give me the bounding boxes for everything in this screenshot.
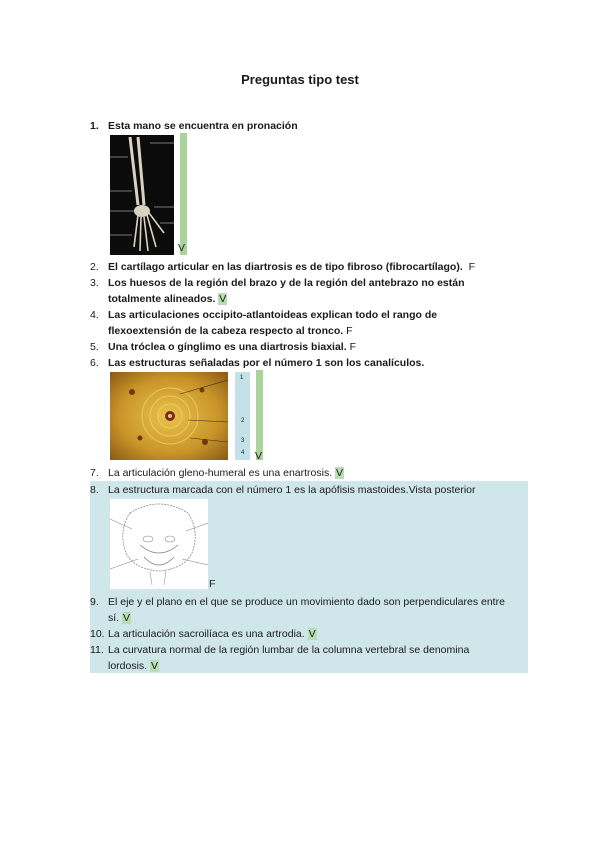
question-text: Los huesos de la región del brazo y de la región del antebrazo no están totalmente alineados. (108, 277, 465, 305)
question-number: 10. (90, 628, 105, 640)
question-7 (90, 465, 530, 481)
answer-badge: F (468, 261, 476, 273)
answer-badge: F (346, 325, 353, 337)
hand-skeleton-icon (110, 135, 174, 255)
question-2 (90, 259, 530, 275)
question-number: 1. (90, 120, 99, 132)
question-number: 9. (90, 596, 99, 608)
answer-q6: V (255, 450, 263, 462)
answer-badge: V (336, 467, 344, 479)
question-text: Esta mano se encuentra en pronación (108, 120, 298, 132)
question-11 (90, 642, 530, 674)
answer-q1: V (178, 242, 186, 254)
answer-badge: V (123, 612, 131, 624)
question-text: El cartílago articular en las diartrosis es de tipo fibroso (fibrocartílago). (108, 261, 463, 273)
question-3 (90, 275, 530, 307)
label-column (235, 372, 250, 460)
bone-histology-icon (110, 372, 228, 460)
figure-label-1: 1 (240, 375, 244, 381)
question-8 (90, 482, 530, 498)
answer-bar (180, 133, 187, 255)
question-number: 6. (90, 357, 99, 369)
answer-badge: V (151, 660, 159, 672)
question-number: 5. (90, 341, 99, 353)
question-number: 11. (90, 644, 104, 656)
question-text: El eje y el plano en el que se produce un movimiento dado son perpendiculares entre sí. (108, 596, 505, 624)
answer-badge: V (219, 293, 227, 305)
question-text: La articulación sacroilíaca es una artrodia. (108, 628, 305, 640)
question-text: Las estructuras señaladas por el número 1 son los canalículos. (108, 357, 425, 369)
question-6 (90, 355, 530, 371)
hand-skeleton-figure (110, 135, 174, 255)
question-text: La estructura marcada con el número 1 es la apófisis mastoides.Vista posterior (108, 484, 476, 496)
figure-label-2: 2 (241, 418, 245, 424)
question-4 (90, 307, 530, 339)
question-1 (90, 118, 530, 134)
answer-bar (256, 370, 263, 460)
skull-figure (110, 499, 208, 589)
answer-badge: V (308, 628, 316, 640)
question-10 (90, 626, 530, 642)
answer-badge: F (349, 341, 356, 353)
question-number: 8. (90, 484, 99, 496)
question-text: La curvatura normal de la región lumbar de la columna vertebral se denomina lordosis. (108, 644, 470, 672)
question-5 (90, 339, 530, 355)
question-number: 3. (90, 277, 99, 289)
bone-histology-figure (110, 372, 228, 460)
question-number: 4. (90, 309, 99, 321)
figure-label-4: 4 (241, 450, 245, 456)
question-number: 7. (90, 467, 99, 479)
figure-label-3: 3 (241, 438, 245, 444)
question-number: 2. (90, 261, 99, 273)
page-title: Preguntas tipo test (241, 72, 359, 87)
question-text: La articulación gleno-humeral es una enartrosis. (108, 467, 333, 479)
answer-q8: F (209, 578, 216, 590)
question-9 (90, 594, 530, 626)
question-text: Una tróclea o gínglimo es una diartrosis biaxial. (108, 341, 347, 353)
question-text: Las articulaciones occipito-atlantoideas explican todo el rango de flexoextensión de la cabeza respecto al tronco. (108, 309, 438, 337)
skull-icon (110, 499, 208, 589)
